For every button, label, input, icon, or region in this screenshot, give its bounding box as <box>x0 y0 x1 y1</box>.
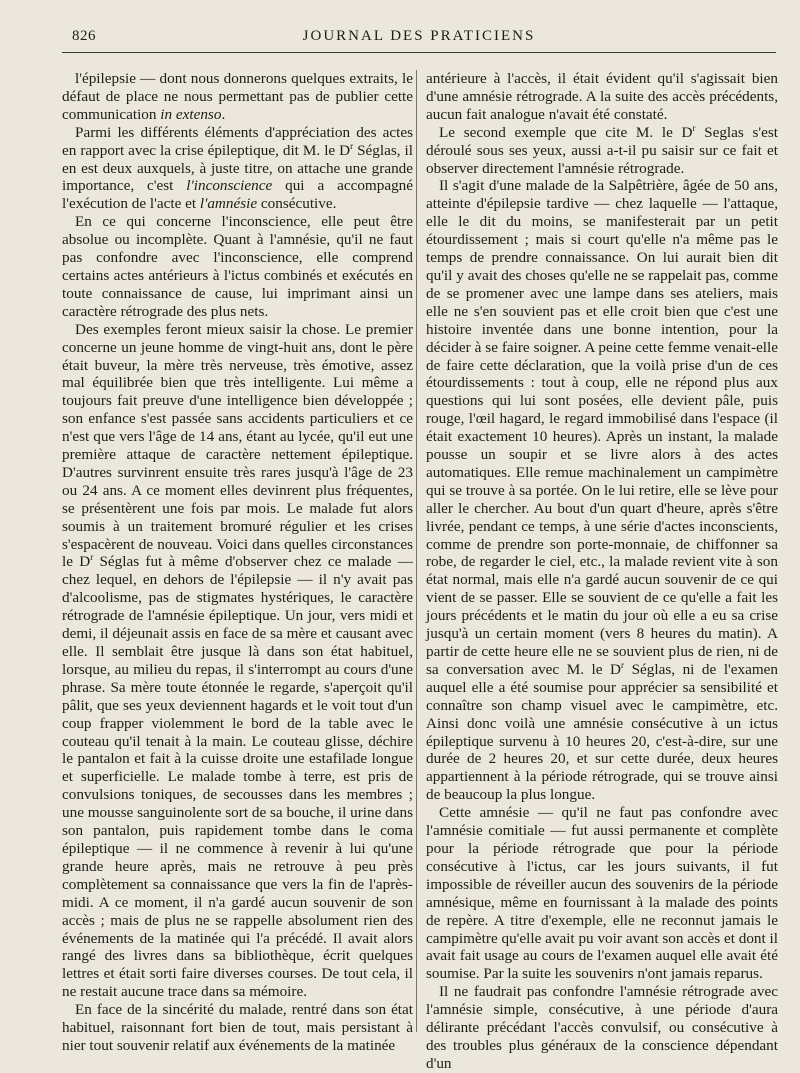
paragraph <box>426 124 778 178</box>
text-run: Il s'agit d'une malade de la Salpêtrière, âgée de 50 ans, atteinte d'épilepsie tardive — chez laquelle — l'attaque, elle le dit du moins, se manifesterait par un petit étourdissement ; mais si court qu'elle n'a même pas le temps de prendre connaissance. On lui aurait bien dit qu'il y avait des choses qu'elle ne se rappelait pas, comme de se promener avec une lampe dans ses ateliers, mais elle ne s'en souvient pas et elle croit bien que c'est une histoire inventée dans une bonne intention, pour la décider à se faire soigner. A peine cette femme venait-elle de faire cette déclaration, que la voilà prise d'un de ces étourdissements : tout à coup, elle ne répond plus aux questions qui lui sont posées, elle devient pâle, puis rouge, l'œil hagard, le regard immobilisé dans l'espace (il était exactement 10 heures). Après un instant, la malade pousse un soupir et se livre alors à des actes automatiques. Elle remue machinalement un campimètre qui se trouve à sa portée. On le lui retire, elle se lève pour aller le chercher. Au bout d'un quart d'heure, après s'être livrée, pendant ce temps, à une série d'actes inconscients, comme de prendre son porte-monnaie, de chiffonner sa robe, de regarder le ciel, etc., la malade revient vite à son état normal, mais elle n'a gardé aucun souvenir de ce qui vient de se passer. Elle se souvient de ce qu'elle a fait les jours précédents et le matin du jour où elle a eu sa crise jusqu'à un certain moment (vers 8 heures du matin). A partir de cette heure elle ne se souvient plus de rien, ni de sa conversation avec M. le D <box>426 177 778 678</box>
superscript: r <box>621 659 625 670</box>
paragraph <box>62 1001 413 1055</box>
text-run: Le second exemple que cite M. le D <box>439 123 693 141</box>
text-run: Il ne faudrait pas confondre l'amnésie rétrograde avec l'amnésie simple, consécutive, à une période d'aura délirante précédant l'accès convulsif, ou consécutive à des troubles plus généraux de la conscience dépendant d'un <box>426 983 778 1072</box>
text-run: consécutive. <box>257 195 337 213</box>
text-run: Séglas fut à même d'observer chez ce malade — chez lequel, en dehors de l'épilepsie — il n'y avait pas d'alcoolisme, pas de stigmates hystériques, le caractère rétrograde de l'amnésie épileptique. Un jour, vers midi et demi, il déjeunait assis en face de sa mère et causant avec elle. Il semblait être jusque là dans son état habituel, lorsque, au milieu du repas, il s'interrompt au cours d'une phrase. Sa mère toute étonnée le regarde, s'aperçoit qu'il pâlit, que ses yeux deviennent hagards et le voit tout d'un coup frapper violemment le bord de la table avec le couteau qu'il tenait à la main. Le couteau glisse, déchire le pantalon et fait à la cuisse droite une estafilade longue et superficielle. Le malade tombe à terre, est pris de convulsions toniques, de secousses dans les membres ; une mousse sanguinolente sort de sa bouche, il urine dans son pantalon, puis rapidement tombe dans le coma épileptique — il ne commence à revenir à lui qu'une grande heure après, mais ne retrouve à peu près complètement sa connaissance que vers la fin de l'après-midi. A ce moment, il n'a gardé aucun souvenir de son accès ; mais de plus ne se rappelle absolument rien des événements de la matinée qui l'a précédé. Il avait alors rangé des livres dans sa bibliothèque, écrit quelques lettres et était sorti faire diverses courses. De tout cela, il ne restait aucune trace dans sa mémoire. <box>62 553 413 1001</box>
text-run: l'épilepsie — dont nous donnerons quelques extraits, le défaut de place ne nous permettant pas de publier cette communication <box>62 70 413 123</box>
column-divider <box>416 70 417 1032</box>
text-run: En ce qui concerne l'inconscience, elle peut être absolue ou incomplète. Quant à l'amnésie, qu'il ne faut pas confondre avec l'inconscience, elle comprend certains actes antérieurs à l'ictus combinés et exécutés en toute connaissance de cause, lui imprimant ainsi un caractère rétrograde des plus nets. <box>62 213 413 320</box>
text-run: Seglas s'est déroulé sous ses yeux, aussi a-t-il pu saisir sur ce fait et observer directement l'amnésie rétrograde. <box>426 123 778 177</box>
text-run: Séglas, il en est deux auxquels, à juste titre, on attache une grande importance, c'est <box>62 141 413 195</box>
text-run: Parmi les différents éléments d'appréciation des actes en rapport avec la crise épileptique, dit M. le D <box>62 123 413 159</box>
italic-text: l'amnésie <box>199 195 258 213</box>
page-header <box>62 26 776 52</box>
paragraph <box>62 70 413 124</box>
italic-text: l'inconscience <box>186 177 273 195</box>
italic-text: in extenso <box>160 105 222 123</box>
text-run: antérieure à l'accès, il était évident qu'il s'agissait bien d'une amnésie rétrograde. A la suite des accès précédents, aucun fait analogue n'avait été constaté. <box>426 70 778 123</box>
paragraph <box>426 804 778 983</box>
right-column <box>426 70 778 1073</box>
header-rule <box>62 52 776 53</box>
paragraph <box>62 213 413 320</box>
text-run: qui a accompagné l'exécution de l'acte et <box>62 177 413 213</box>
text-run: . <box>221 105 226 123</box>
paragraph <box>426 177 778 804</box>
text-run: Des exemples feront mieux saisir la chose. Le premier concerne un jeune homme de vingt-huit ans, dont le père était buveur, la mère très nerveuse, très émotive, assez mal équilibrée bien que très intelligente. Lui même a toujours fait preuve d'une intelligence bien développée ; son enfance s'est passée sans accidents particuliers et ce n'est que vers l'âge de 14 ans, étant au lycée, qu'il eut une première attaque de caractère nettement épileptique. D'autres survinrent ensuite très rares jusqu'à l'âge de 23 ou 24 ans. A ce moment elles devinrent plus fréquentes, se présentèrent une fois par mois. Le malade fut alors soumis à un traitement bromuré régulier et les crises s'espacèrent de nouveau. Voici dans quelles circonstances le D <box>62 320 413 571</box>
paragraph <box>426 983 778 1073</box>
superscript: r <box>90 552 94 563</box>
paragraph <box>426 70 778 124</box>
paragraph <box>62 124 413 214</box>
superscript: r <box>350 140 354 151</box>
left-column <box>62 70 413 1055</box>
text-run: Séglas, ni de l'examen auquel elle a été soumise pour apprécier sa sensibilité et connaître son champ visuel avec le campimètre, etc. Ainsi donc voilà une amnésie consécutive à un ictus épileptique survenu à 10 heures 20, c'est-à-dire, sur une durée de 2 heures 20, et sur cette durée, deux heures appartiennent à la période rétrograde, qui se trouve ainsi de beaucoup la plus longue. <box>426 660 778 804</box>
page-number: 826 <box>72 28 96 44</box>
superscript: r <box>692 122 696 133</box>
text-run: En face de la sincérité du malade, rentré dans son état habituel, raisonnant fort bien de tout, mais persistant à nier tout souvenir relatif aux événements de la matinée <box>62 1001 413 1054</box>
text-run: Cette amnésie — qu'il ne faut pas confondre avec l'amnésie comitiale — fut aussi permanente et complète pour la période rétrograde que pour la période consécutive à l'ictus, car les jours suivants, il fut impossible de réveiller aucun des souvenirs de la période amnésique, même en fournissant à la malade des points de repère. A titre d'exemple, elle ne reconnut jamais le campimètre qu'elle avait pu voir avant son accès et dont il avait fait usage au cours de l'examen auquel elle avait été soumise. Par la suite les souvenirs n'ont jamais reparus. <box>426 804 778 983</box>
paragraph <box>62 321 413 1001</box>
running-title: JOURNAL DES PRATICIENS <box>302 28 536 44</box>
